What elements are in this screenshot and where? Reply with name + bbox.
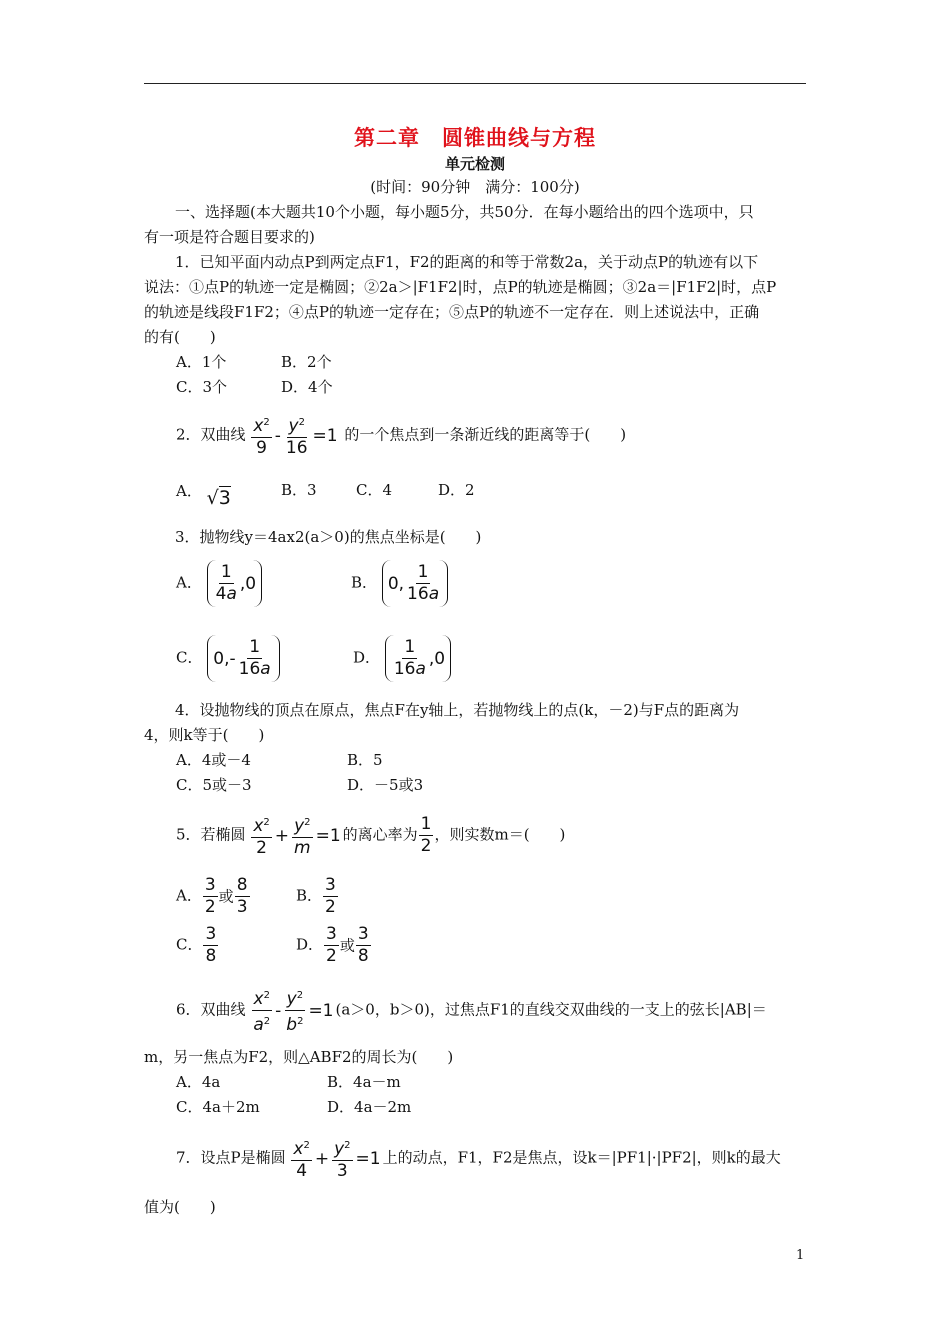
q3-option-d-point: $\frac{1}{16a}$ ,0: [385, 635, 451, 682]
q6-fraction-x: $\frac{x^2}{a^2}$: [251, 985, 272, 1036]
q3-stem: 3．抛物线y＝4ax2(a＞0)的焦点坐标是( ): [175, 528, 482, 546]
q1-line1: 1．已知平面内动点P到两定点F1，F2的距离的和等于常数2a，关于动点P的轨迹有以下: [175, 253, 759, 271]
q2-stem: [176, 412, 626, 459]
q4-line2: 4，则k等于( ): [144, 726, 265, 744]
q2-option-b: B．3: [281, 481, 317, 499]
q3-option-c-point: 0,- $\frac{1}{16a}$: [207, 635, 279, 682]
q7-fraction-y: $\frac{y^2}{3}$: [332, 1135, 352, 1182]
q2-prefix: 2．双曲线: [176, 425, 246, 444]
q1-option-d: D．4个: [281, 378, 333, 396]
q1-option-b: B．2个: [281, 353, 332, 371]
q1-option-c: C．3个: [176, 378, 228, 396]
chapter-name: 圆锥曲线与方程: [442, 125, 596, 150]
page-subtitle: 单元检测: [444, 155, 505, 173]
q1-line3: 的轨迹是线段F1F2；④点P的轨迹一定存在；⑤点P的轨迹不一定存在．则上述说法中，正确: [144, 303, 760, 321]
q5-option-c: C． $\frac{3}{8}$: [176, 924, 217, 966]
q5-option-b: B． $\frac{3}{2}$: [296, 875, 336, 917]
q6-option-a: A．4a: [176, 1073, 221, 1091]
q3-option-a: A． $\frac{1}{4a}$ ,0: [176, 560, 262, 607]
q3-option-b: B． 0, $\frac{1}{16a}$: [351, 560, 448, 607]
q3-option-a-point: $\frac{1}{4a}$ ,0: [207, 560, 262, 607]
q3-option-c: C． 0,- $\frac{1}{16a}$: [176, 635, 280, 682]
q2-fraction-y: $\frac{y^2}{16}$: [284, 412, 310, 459]
sqrt-icon: √3: [206, 487, 231, 509]
q7-stem: 7．设点P是椭圆 $\frac{x^2}{4}$ + $\frac{y^2}{3}$ =1 上的动点，F1，F2是焦点，设k＝|PF1|·|PF2|，则k的最大: [176, 1135, 781, 1182]
q4-option-b: B．5: [347, 751, 383, 769]
page-number: 1: [796, 1248, 805, 1263]
q4-line1: 4．设抛物线的顶点在原点，焦点F在y轴上，若抛物线上的点(k，－2)与F点的距离为: [175, 701, 740, 719]
q6-line2: m，另一焦点为F2，则△ABF2的周长为( ): [144, 1048, 454, 1066]
q4-option-a: A．4或－4: [176, 751, 251, 769]
q5-eccentricity: $\frac{1}{2}$: [420, 814, 432, 856]
q6-stem: 6．双曲线 $\frac{x^2}{a^2}$ - $\frac{y^2}{b^2}$ =1 (a＞0，b＞0)，过焦点F1的直线交双曲线的一支上的弦长|AB|＝: [176, 985, 767, 1036]
q2-option-c: C．4: [356, 481, 393, 499]
q2-minus: -: [274, 425, 281, 446]
chapter-number: 第二章: [354, 125, 420, 150]
q4-option-c: C．5或－3: [176, 776, 252, 794]
q5-stem: 5．若椭圆 $\frac{x^2}{2}$ + $\frac{y^2}{m}$ =1 的离心率为 $\frac{1}{2}$ ，则实数m＝( ): [176, 814, 566, 858]
q2-rhs: =1: [312, 425, 338, 446]
q2-suffix: 的一个焦点到一条渐近线的距离等于( ): [344, 425, 627, 444]
q7-line2: 值为( ): [144, 1198, 216, 1216]
q5-fraction-x: $\frac{x^2}{2}$: [251, 812, 271, 859]
q5-option-a: A． $\frac{3}{2}$ 或 $\frac{8}{3}$: [176, 875, 248, 917]
q6-fraction-y: $\frac{y^2}{b^2}$: [284, 985, 305, 1036]
q3-option-d: D． $\frac{1}{16a}$ ,0: [353, 635, 451, 682]
header-rule: [144, 83, 806, 84]
q5-fraction-y: $\frac{y^2}{m}$: [292, 812, 313, 859]
time-info: (时间：90分钟 满分：100分): [370, 178, 580, 196]
q4-option-d: D．－5或3: [347, 776, 424, 794]
q5-option-d: D． $\frac{3}{2}$ 或 $\frac{3}{8}$: [296, 924, 369, 966]
q2-option-d: D．2: [438, 481, 475, 499]
section-heading-line1: 一、选择题(本大题共10个小题，每小题5分，共50分．在每小题给出的四个选项中，只: [175, 203, 754, 221]
q3-option-b-point: 0, $\frac{1}{16a}$: [382, 560, 448, 607]
q1-line4: 的有( ): [144, 328, 216, 346]
q7-fraction-x: $\frac{x^2}{4}$: [291, 1135, 311, 1182]
q6-option-d: D．4a－2m: [327, 1098, 412, 1116]
q1-option-a: A．1个: [176, 353, 227, 371]
q6-option-b: B．4a－m: [327, 1073, 401, 1091]
section-heading-line2: 有一项是符合题目要求的): [144, 228, 315, 246]
chapter-title: [0, 122, 950, 152]
q6-option-c: C．4a＋2m: [176, 1098, 260, 1116]
q2-option-a: A． √3: [176, 482, 231, 509]
q1-line2: 说法：①点P的轨迹一定是椭圆；②2a＞|F1F2|时，点P的轨迹是椭圆；③2a＝|F1F2|时，点P: [144, 278, 777, 296]
q2-fraction-x: $\frac{x^2}{9}$: [251, 412, 271, 459]
